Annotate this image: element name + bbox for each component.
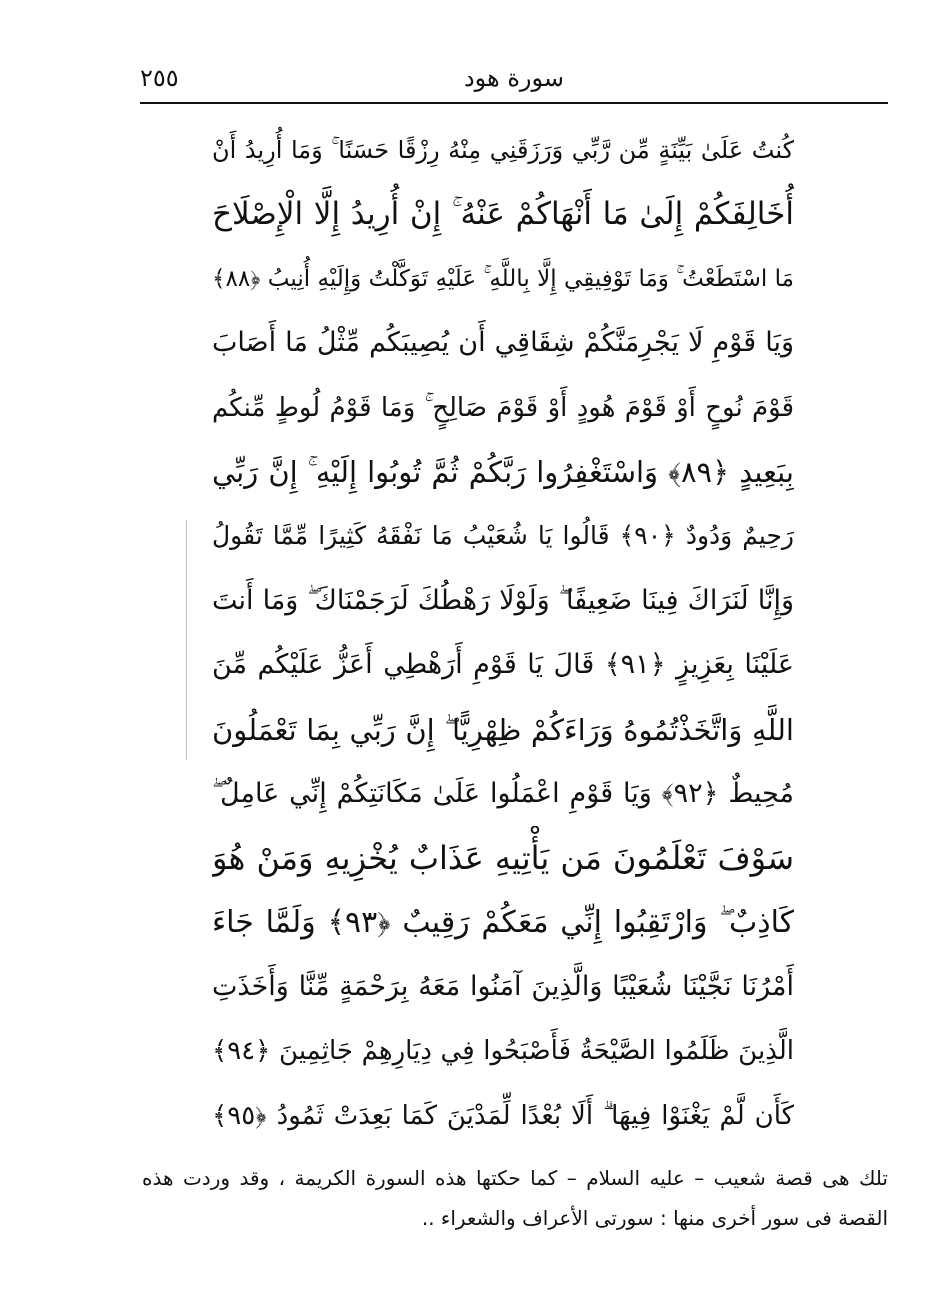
- verse-line: وَيَا قَوْمِ لَا يَجْرِمَنَّكُمْ شِقَاقِي أَن يُصِيبَكُم مِّثْلُ مَا أَصَابَ: [212, 327, 794, 359]
- commentary-block: [142, 1158, 888, 1238]
- verse-line: الَّذِينَ ظَلَمُوا الصَّيْحَةُ فَأَصْبَحُوا فِي دِيَارِهِمْ جَاثِمِينَ ﴿٩٤﴾: [212, 1036, 794, 1067]
- header-divider: [140, 102, 888, 104]
- commentary-line: القصة فى سور أخرى منها : سورتى الأعراف والشعراء ..: [421, 1206, 888, 1230]
- verse-line: كُنتُ عَلَىٰ بَيِّنَةٍ مِّن رَّبِّي وَرَزَقَنِي مِنْهُ رِزْقًا حَسَنًا ۚ وَمَا أُرِيدُ أَنْ: [212, 136, 794, 164]
- verse-line: كَأَن لَّمْ يَغْنَوْا فِيهَا ۗ أَلَا بُعْدًا لِّمَدْيَنَ كَمَا بَعِدَتْ ثَمُودُ ﴿٩٥﴾: [212, 1100, 794, 1131]
- page-header: [140, 58, 888, 102]
- verse-line: أَمْرُنَا نَجَّيْنَا شُعَيْبًا وَالَّذِينَ آمَنُوا مَعَهُ بِرَحْمَةٍ مِّنَّا وَأَخَذَتِ: [212, 971, 794, 1003]
- margin-line: [186, 520, 187, 760]
- verse-line: اللَّهِ وَاتَّخَذْتُمُوهُ وَرَاءَكُمْ ظِهْرِيًّا ۖ إِنَّ رَبِّي بِمَا تَعْمَلُونَ: [212, 712, 794, 747]
- verse-line: رَحِيمٌ وَدُودٌ ﴿٩٠﴾ قَالُوا يَا شُعَيْبُ مَا نَفْقَهُ كَثِيرًا مِّمَّا تَقُولُ: [212, 521, 794, 551]
- verse-line: مَا اسْتَطَعْتُ ۚ وَمَا تَوْفِيقِي إِلَّا بِاللَّهِ ۚ عَلَيْهِ تَوَكَّلْتُ وَإِلَيْهِ أُنِيبُ ﴿٨٨﴾: [212, 265, 794, 292]
- verse-line: مُحِيطٌ ﴿٩٢﴾ وَيَا قَوْمِ اعْمَلُوا عَلَىٰ مَكَانَتِكُمْ إِنِّي عَامِلٌ ۖ: [212, 777, 794, 809]
- verse-line: عَلَيْنَا بِعَزِيزٍ ﴿٩١﴾ قَالَ يَا قَوْمِ أَرَهْطِي أَعَزُّ عَلَيْكُم مِّنَ: [212, 649, 794, 681]
- verse-line: بِبَعِيدٍ ﴿٨٩﴾ وَاسْتَغْفِرُوا رَبَّكُمْ ثُمَّ تُوبُوا إِلَيْهِ ۚ إِنَّ رَبِّي: [212, 454, 794, 489]
- verse-line: كَاذِبٌ ۖ وَارْتَقِبُوا إِنِّي مَعَكُمْ رَقِيبٌ ﴿٩٣﴾ وَلَمَّا جَاءَ: [212, 904, 794, 940]
- verse-line: وَإِنَّا لَنَرَاكَ فِينَا ضَعِيفًا ۖ وَلَوْلَا رَهْطُكَ لَرَجَمْنَاكَ ۖ وَمَا أَنتَ: [212, 584, 794, 616]
- surah-title: سورة هود: [463, 64, 565, 92]
- verse-line: أُخَالِفَكُمْ إِلَىٰ مَا أَنْهَاكُمْ عَنْهُ ۚ إِنْ أُرِيدُ إِلَّا الْإِصْلَاحَ: [212, 196, 794, 233]
- verse-line: قَوْمَ نُوحٍ أَوْ قَوْمَ هُودٍ أَوْ قَوْمَ صَالِحٍ ۚ وَمَا قَوْمُ لُوطٍ مِّنكُم: [212, 392, 794, 423]
- verses-block: [212, 118, 794, 1148]
- commentary-line: تلك هى قصة شعيب – عليه السلام – كما حكتها هذه السورة الكريمة ، وقد وردت هذه: [142, 1166, 888, 1190]
- page-number: ٢٥٥: [140, 64, 179, 92]
- verse-line: سَوْفَ تَعْلَمُونَ مَن يَأْتِيهِ عَذَابٌ يُخْزِيهِ وَمَنْ هُوَ: [212, 839, 794, 878]
